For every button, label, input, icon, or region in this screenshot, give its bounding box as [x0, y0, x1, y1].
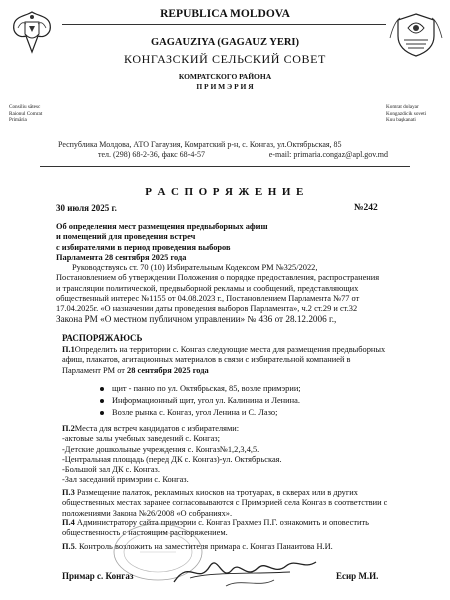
basis-line: Закона РМ «О местном публичном управлении» № 436 от 28.12.2006 г., — [56, 314, 337, 325]
placement-text: Информационный щит, угол ул. Калинина и Ленина. — [112, 396, 300, 405]
order-item-3-label: П.3 — [62, 488, 75, 497]
order-item-4-line: общественность с настоящим распоряжением. — [62, 528, 228, 538]
order-heading: РАСПОРЯЖАЮСЬ — [62, 333, 143, 343]
bullet-icon — [100, 399, 104, 403]
order-item-2-line: -Центральная площадь (перед ДК с. Конгаз)-ул. Октябрьская. — [62, 454, 282, 464]
order-item-2-line: -Зал заседаний примэрии с. Конгаз. — [62, 475, 189, 485]
order-item-3-line: Размещение палаток, рекламных киосков на тротуарах, в скверах или в других — [74, 488, 358, 497]
order-item-2-line: -Большой зал ДК с. Конгаз. — [62, 465, 160, 475]
order-item-5-text: . Контроль возложить на заместителя примара с. Конгаз Панаитова Н.И. — [74, 542, 333, 551]
contact-email: e-mail: primaria.congaz@apl.gov.md — [268, 150, 388, 159]
order-item-1-line: афиш, плакатов, агитационных материалов в связи с избирательной компанией в — [62, 355, 351, 365]
basis-line: и трансляции политической, предвыборной рекламы и сообщений, представляющих — [56, 283, 359, 293]
order-item-1-line: Парламент РМ от — [62, 365, 128, 375]
subject-line: с избирателями в период проведения выборов — [56, 242, 231, 252]
document-date: 30 июля 2025 г. — [56, 203, 117, 213]
subject-line: Парламента 28 сентября 2025 года — [56, 252, 187, 262]
subject-line: Об определения мест размещения предвыборных афиш — [56, 222, 268, 231]
order-item-1-date: 28 сентября 2025 года — [127, 365, 209, 375]
placement-text: щит - панно по ул. Октябрьская, 85, возле примэрии; — [112, 384, 301, 393]
order-item-2-label: П.2 — [62, 424, 75, 433]
header-left-line: Consiliu sătesc — [9, 104, 41, 110]
placement-list-item — [100, 384, 301, 394]
basis-line: общественный интерес №1155 от 04.08.2023 г., Постановлением Парламента №77 от — [56, 293, 360, 303]
handwritten-signature-icon — [170, 552, 320, 592]
order-item-3 — [62, 488, 387, 519]
order-item-2-line: -Детские дошкольные учреждения с. Конгаз№1,2,3,4,5. — [62, 444, 260, 454]
order-item-1-label: П.1 — [62, 345, 75, 354]
contact-phone: тел. (298) 68-2-36, факс 68-4-57 — [98, 150, 205, 159]
order-item-1 — [62, 345, 385, 376]
header-left-line: Raionul Comrat — [9, 110, 43, 117]
header-district: КОМРАТСКОГО РАЙОНА — [178, 72, 272, 81]
header-right-line: Kuu başkanati — [386, 117, 416, 123]
order-item-2-line: Места для встреч кандидатов с избирателями: — [74, 424, 240, 433]
header-left-block — [9, 104, 42, 124]
header-divider-top — [62, 24, 386, 25]
order-item-2 — [62, 424, 282, 486]
header-mayoralty: П Р И М Э Р И Я — [196, 82, 254, 91]
basis-line: Руководствуясь ст. 70 (10) Избирательным Кодексом РМ №325/2022, — [72, 263, 318, 272]
subject-line: и помещений для проведения встреч — [56, 232, 196, 242]
contact-address: Республика Молдова, АТО Гагаузия, Комратский р-н, с. Конгаз, ул.Октябрьская, 85 — [58, 140, 342, 149]
order-item-2-line: -актовые залы учебных заведений с. Конгаз; — [62, 434, 220, 444]
signature-title: Примар с. Конгаз — [62, 571, 134, 581]
header-council: КОНГАЗСКИЙ СЕЛЬСКИЙ СОВЕТ — [124, 52, 326, 66]
order-item-1-line: Определить на территории с. Конгаз следующие места для размещения предвыборных — [74, 345, 386, 354]
header-region: GAGAUZIYA (GAGAUZ YERI) — [151, 37, 299, 48]
order-item-3-line: общественных местах заранее согласовываются с Примэрией села Конгаз в соответствии с — [62, 498, 388, 508]
basis-line: 17.04.2025г. «О назначении даты проведения выборов Парламента», ч.2 ст.29 и ст.32 — [56, 304, 358, 314]
header-right-line: Komrat dolayar — [386, 104, 419, 110]
document-number: №242 — [354, 203, 378, 213]
header-left-line: Primăria — [9, 117, 27, 123]
basis-line: Постановлением об утверждении Положения о порядке предоставления, распространения — [56, 273, 380, 283]
bullet-icon — [100, 387, 104, 391]
header-republic: REPUBLICA MOLDOVA — [160, 8, 290, 20]
order-item-5-label: П.5 — [62, 542, 75, 551]
signature-name: Есир М.И. — [336, 571, 379, 581]
header-right-block — [386, 104, 426, 124]
order-item-4 — [62, 518, 369, 539]
contact-block — [58, 140, 388, 160]
order-item-3-line: положениями Закона №26/2008 «О собраниях». — [62, 508, 233, 518]
basis-block — [56, 263, 379, 325]
document-title: Р А С П О Р Я Ж Е Н И Е — [145, 186, 305, 198]
placement-list-item — [100, 408, 277, 418]
placement-list-item — [100, 396, 300, 406]
order-item-4-line: Администратору сайта примэрии с. Конгаз Грахмез П.Г. ознакомить и оповестить — [74, 518, 369, 527]
order-item-4-label: П.4 — [62, 518, 75, 527]
bullet-icon — [100, 411, 104, 415]
placement-text: Возле рынка с. Конгаз, угол Ленина и С. Лазо; — [112, 408, 278, 417]
subject-block — [56, 222, 268, 263]
header-right-line: Kongazdicik soveti — [386, 110, 427, 117]
header-divider-bottom — [40, 166, 410, 167]
